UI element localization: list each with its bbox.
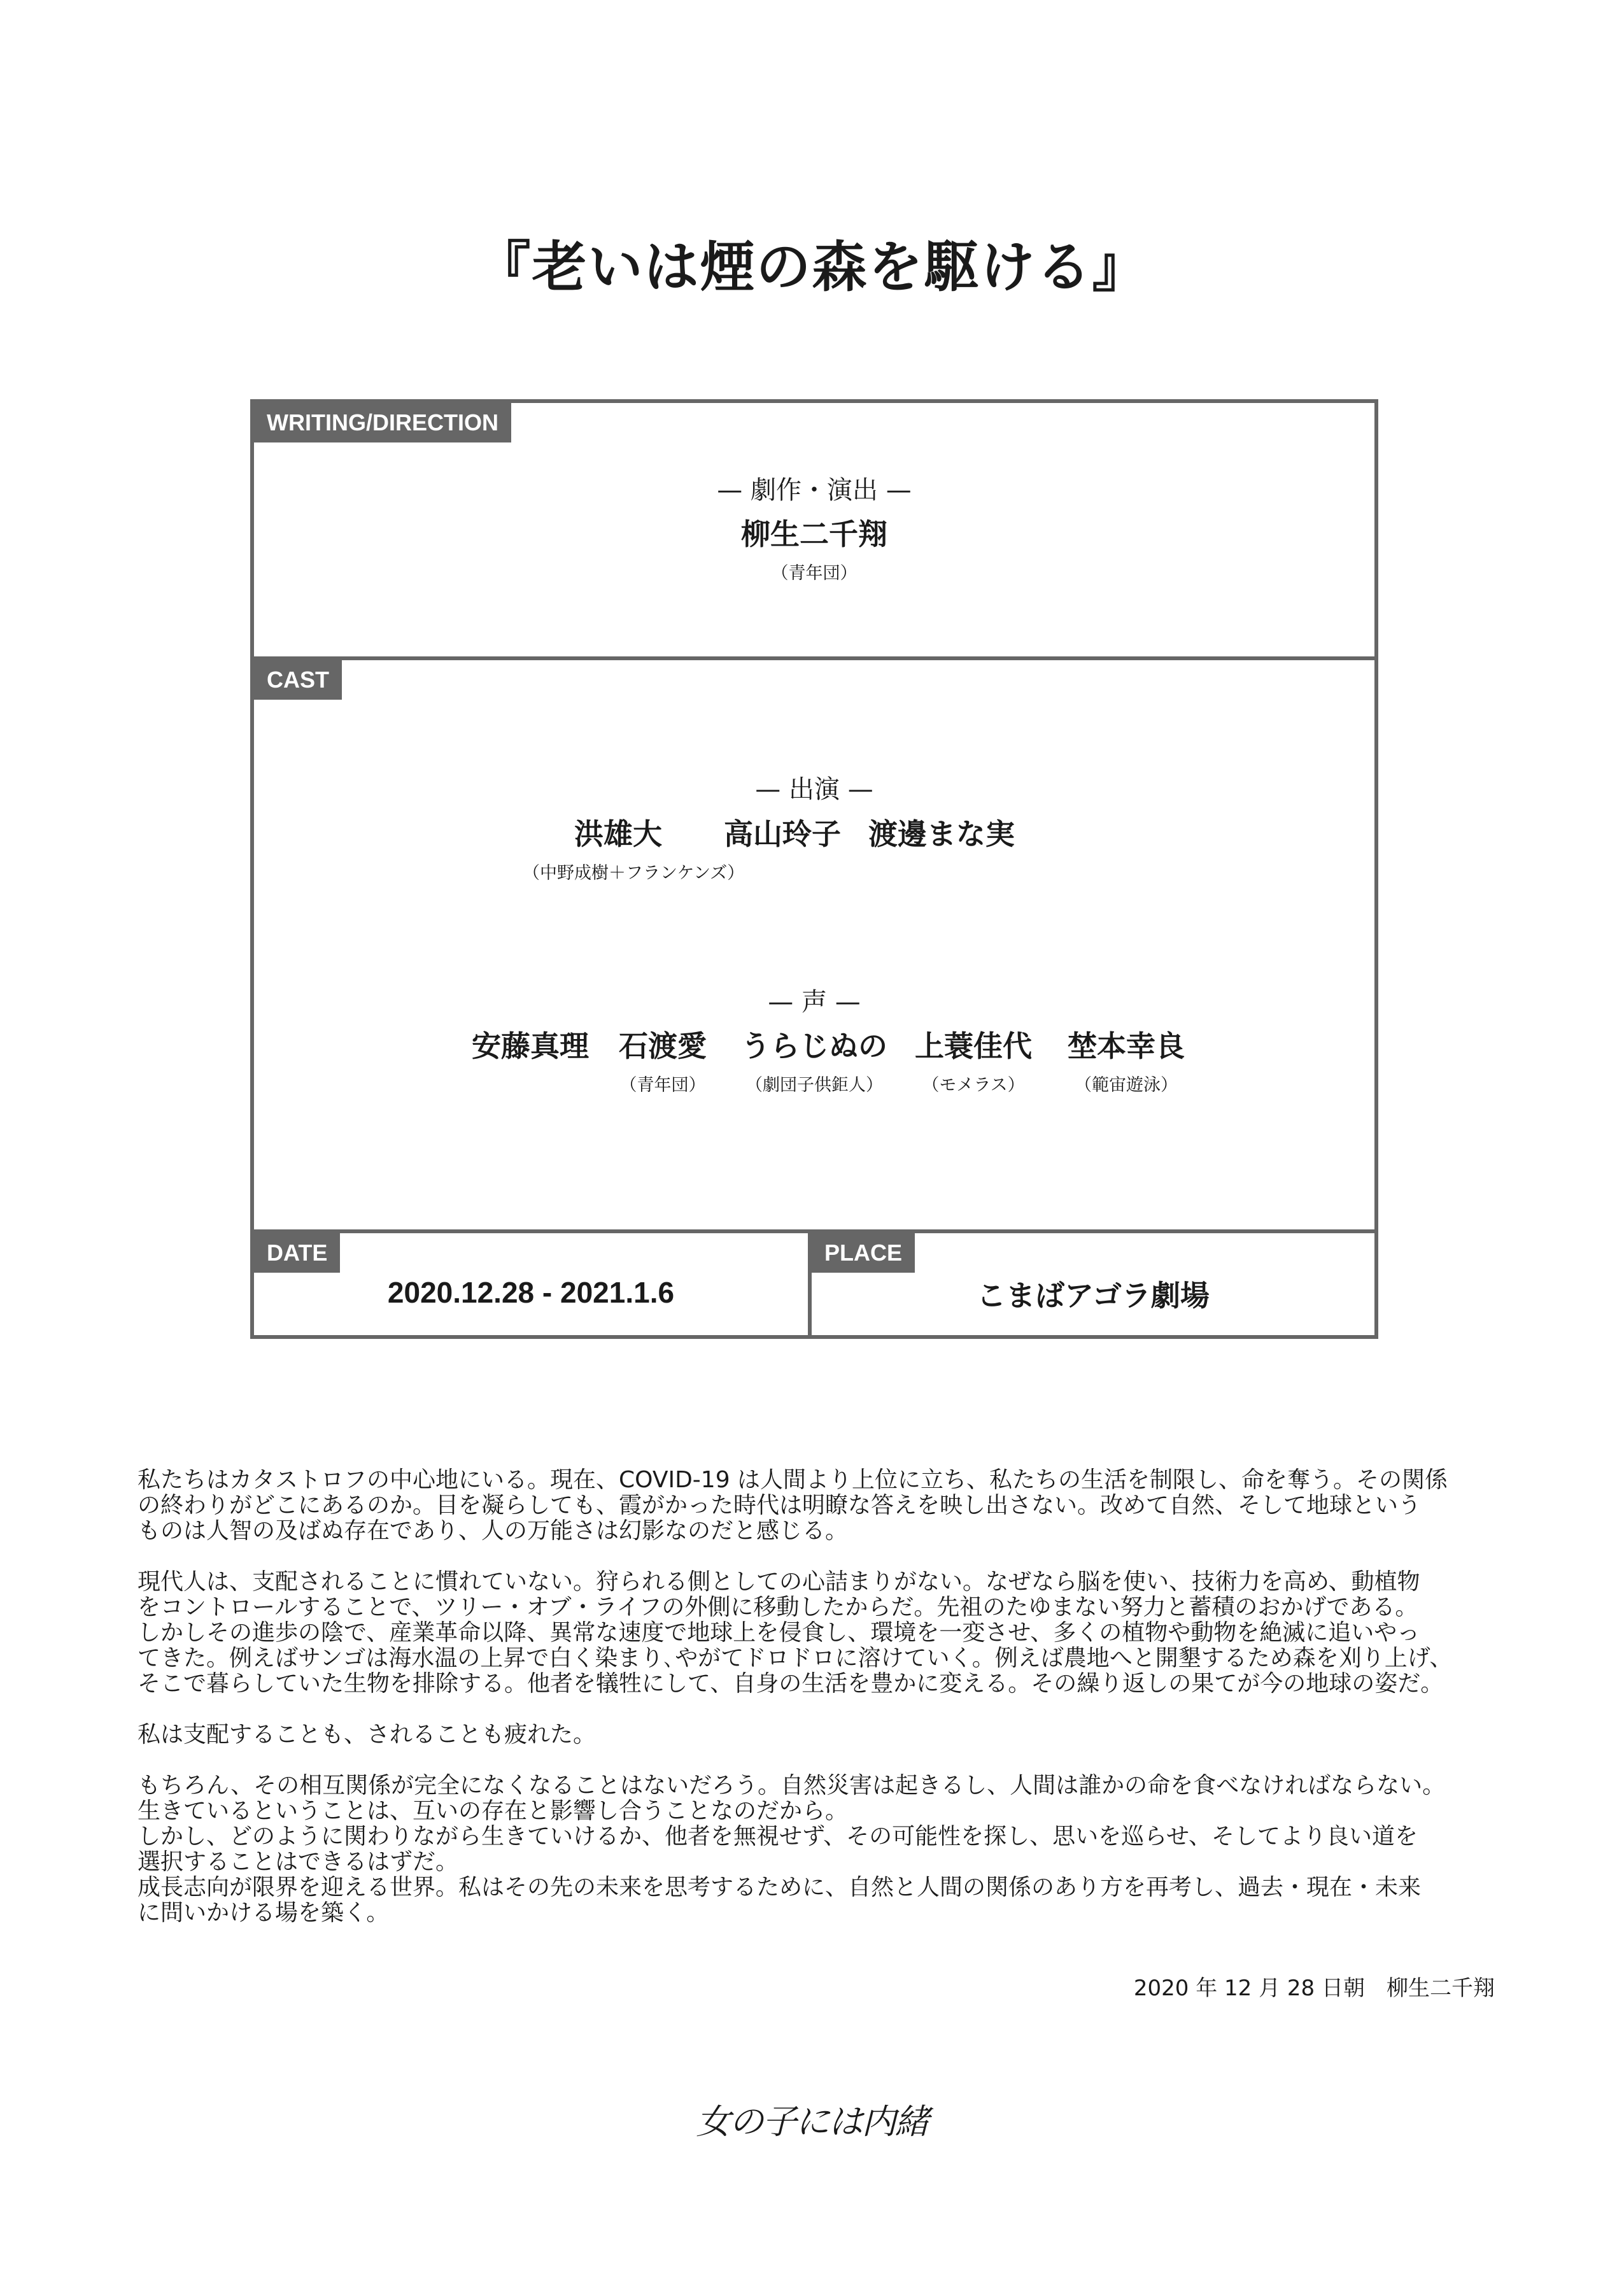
essay-signature: 2020 年 12 月 28 日朝 柳生二千翔: [1133, 1976, 1495, 2001]
voice-name: うらじぬの: [741, 1029, 887, 1063]
essay-paragraph: 現代人は、支配されることに慣れていない。狩られる側としての心詰まりがない。なぜなら脳を使い、技術力を高め、動植物 をコントロールすることで、ツリー・オブ・ライフの外側に移動したからだ。先祖のたゆまない努力と蓄積のおかげである。 しかしその進歩の陰で、産業革命以降、異常な速度で地球上を侵食し、環境を一変させ、多くの植物や動物を絶滅に追いやっ てきた。例えばサンゴは海水温の上昇で白く染まり､やがてドロドロに溶けていく。例えば農地へと開墾するため森を刈り上げ、 そこで暮らしていた生物を排除する。他者を犠牲にして、自身の生活を豊かに変える。その繰り返しの果てが今の地球の姿だ。: [138, 1569, 1453, 1697]
date-tag: DATE: [254, 1233, 340, 1273]
writing-affiliation: （青年団）: [771, 563, 858, 583]
writing-role: — 劇作・演出 —: [717, 476, 912, 505]
performer-name: 洪雄大: [574, 817, 662, 851]
writing-direction-panel: [250, 399, 1378, 660]
date-value: 2020.12.28 - 2021.1.6: [387, 1276, 675, 1309]
performer-name: 高山玲子: [724, 817, 841, 851]
cast-tag: CAST: [254, 660, 342, 700]
voice-name: 石渡愛: [619, 1029, 707, 1063]
essay-paragraph: 私たちはカタストロフの中心地にいる。現在、COVID-19 は人間より上位に立ち、私たちの生活を制限し、命を奪う。その関係 の終わりがどこにあるのか。目を凝らしても、霞がかった時代は明瞭な答えを映し出さない。改めて自然、そして地球という ものは人智の及ばぬ存在であり、人の万能さは幻影なのだと感じる。: [138, 1467, 1448, 1544]
place-tag: PLACE: [812, 1233, 915, 1273]
date-panel: [250, 1229, 812, 1339]
performer-name: 渡邊まな実: [868, 817, 1015, 851]
company-logo: 女の子には内緒: [696, 2102, 928, 2142]
performers-role: — 出演 —: [755, 775, 873, 804]
voice-affiliation: （モメラス）: [922, 1075, 1025, 1095]
writing-name: 柳生二千翔: [741, 517, 887, 551]
statement-essay: [138, 1468, 1493, 1951]
cast-panel: [250, 656, 1378, 1233]
performer-affiliation: （中野成樹＋フランケンズ）: [523, 863, 745, 883]
voices-role: — 声 —: [768, 987, 861, 1017]
place-panel: [808, 1229, 1378, 1339]
page-title: 『老いは煙の森を駆ける』: [476, 236, 1148, 299]
voice-name: 安藤真理: [472, 1029, 589, 1063]
voice-name: 埜本幸良: [1068, 1029, 1185, 1063]
essay-paragraph: 私は支配することも、されることも疲れた。: [138, 1722, 597, 1748]
place-value: こまばアゴラ劇場: [977, 1278, 1210, 1313]
voice-affiliation: （範宙遊泳）: [1075, 1075, 1178, 1095]
voice-name: 上蓑佳代: [915, 1029, 1032, 1063]
voice-affiliation: （劇団子供鉅人）: [745, 1075, 883, 1095]
writing-direction-tag: WRITING/DIRECTION: [254, 403, 511, 442]
voice-affiliation: （青年団）: [619, 1075, 706, 1095]
essay-paragraph: もちろん、その相互関係が完全になくなることはないだろう。自然災害は起きるし、人間は誰かの命を食べなければならない。 生きているということは、互いの存在と影響し合うことなのだから。 しかし、どのように関わりながら生きていけるか、他者を無視せず、その可能性を探し、思いを巡らせ、そしてより良い道を 選択することはできるはずだ。 成長志向が限界を迎える世界。私はその先の未来を思考するために、自然と人間の関係のあり方を再考し、過去・現在・未来 に問いかける場を築く。: [138, 1772, 1446, 1926]
